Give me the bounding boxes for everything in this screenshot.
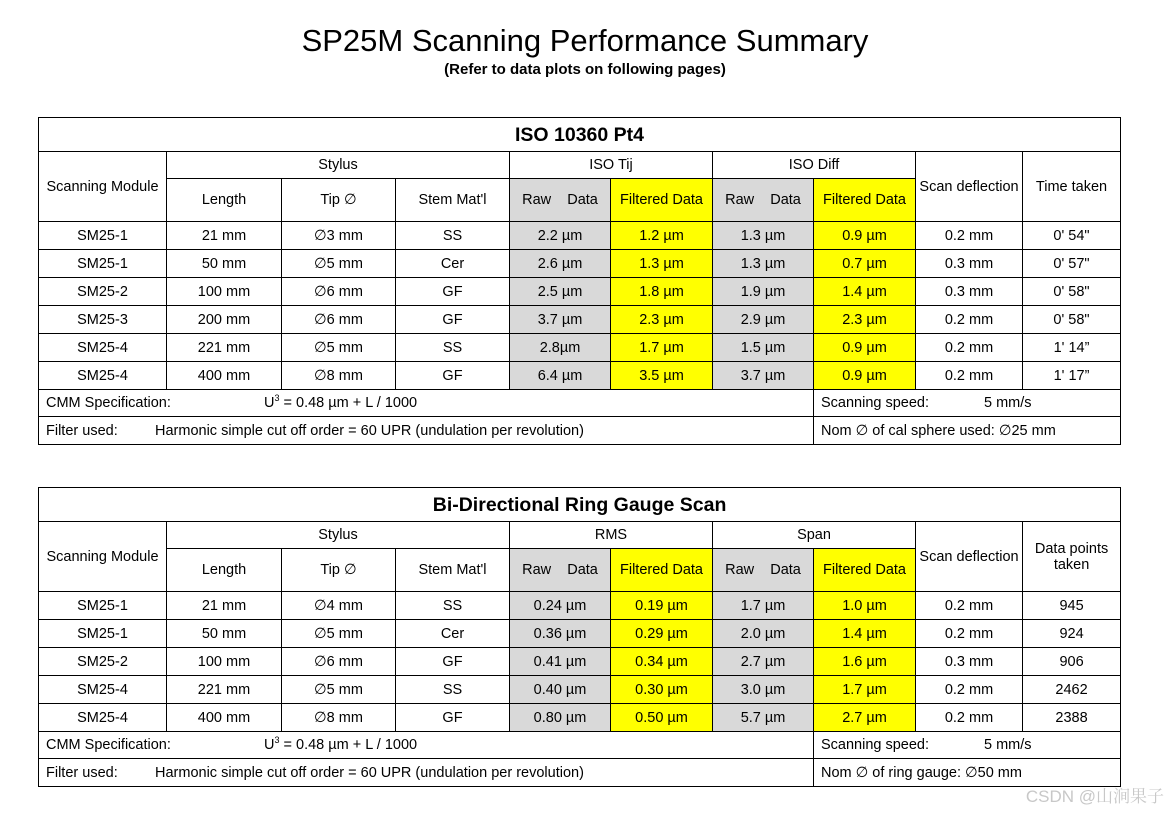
cell-length: 21 mm <box>167 222 282 250</box>
nominal-sphere-cell: Nom ∅ of cal sphere used: ∅25 mm <box>814 417 1121 445</box>
filter-value: Harmonic simple cut off order = 60 UPR (undulation per revolution) <box>155 764 584 781</box>
scanning-speed-label: Scanning speed: <box>821 395 930 411</box>
table-row <box>39 704 1121 732</box>
cell-filtered-1: 0.29 µm <box>611 620 713 648</box>
table-title: ISO 10360 Pt4 <box>39 118 1121 152</box>
filter-cell <box>39 417 814 445</box>
cell-scan-deflection: 0.3 mm <box>916 648 1023 676</box>
cmm-formula: = 0.48 µm + L / 1000 <box>279 737 418 753</box>
cell-filtered-1: 1.7 µm <box>611 334 713 362</box>
header-rms: RMS <box>510 522 713 549</box>
scanning-speed-cell <box>814 732 1121 759</box>
cell-length: 221 mm <box>167 676 282 704</box>
cell-tip: ∅4 mm <box>282 592 396 620</box>
cell-tip: ∅8 mm <box>282 362 396 390</box>
header-stem-material: Stem Mat'l <box>396 179 510 222</box>
cell-scan-deflection: 0.2 mm <box>916 362 1023 390</box>
cell-tip: ∅5 mm <box>282 334 396 362</box>
cell-filtered-1: 2.3 µm <box>611 306 713 334</box>
cmm-u: U <box>264 737 275 753</box>
ring-gauge-table <box>38 487 1121 787</box>
cell-last: 924 <box>1023 620 1121 648</box>
cell-filtered-2: 1.6 µm <box>814 648 916 676</box>
cmm-spec-label: CMM Specification: <box>46 395 171 411</box>
cell-tip: ∅8 mm <box>282 704 396 732</box>
cell-length: 50 mm <box>167 620 282 648</box>
cell-filtered-2: 1.7 µm <box>814 676 916 704</box>
cell-stem: GF <box>396 648 510 676</box>
filter-value: Harmonic simple cut off order = 60 UPR (undulation per revolution) <box>155 422 584 439</box>
cell-filtered-1: 0.50 µm <box>611 704 713 732</box>
cell-raw-2: 5.7 µm <box>713 704 814 732</box>
header-scan-deflection: Scan deflection <box>916 152 1023 222</box>
cell-last: 2462 <box>1023 676 1121 704</box>
cell-raw-2: 1.7 µm <box>713 592 814 620</box>
scanning-speed-label: Scanning speed: <box>821 737 930 753</box>
table-row <box>39 620 1121 648</box>
cell-filtered-1: 1.2 µm <box>611 222 713 250</box>
cell-module: SM25-3 <box>39 306 167 334</box>
cell-scan-deflection: 0.2 mm <box>916 306 1023 334</box>
cell-stem: Cer <box>396 620 510 648</box>
cell-raw-1: 0.80 µm <box>510 704 611 732</box>
cell-raw-1: 0.41 µm <box>510 648 611 676</box>
cell-filtered-2: 2.7 µm <box>814 704 916 732</box>
header-length: Length <box>167 549 282 592</box>
page-subtitle: (Refer to data plots on following pages) <box>444 61 726 78</box>
cell-module: SM25-4 <box>39 334 167 362</box>
cell-filtered-2: 0.9 µm <box>814 362 916 390</box>
cell-module: SM25-1 <box>39 592 167 620</box>
cell-length: 50 mm <box>167 250 282 278</box>
cell-scan-deflection: 0.2 mm <box>916 620 1023 648</box>
cell-stem: Cer <box>396 250 510 278</box>
header-stylus: Stylus <box>167 522 510 549</box>
cmm-spec-cell <box>39 390 814 417</box>
header-filtered-data: Filtered Data <box>611 179 713 222</box>
header-filtered-data: Filtered Data <box>611 549 713 592</box>
cell-length: 21 mm <box>167 592 282 620</box>
cell-last: 945 <box>1023 592 1121 620</box>
cmm-spec-value <box>264 737 417 753</box>
cmm-spec-value <box>264 395 417 411</box>
cell-last: 1' 17” <box>1023 362 1121 390</box>
cell-stem: GF <box>396 278 510 306</box>
cell-stem: SS <box>396 334 510 362</box>
cell-filtered-2: 1.0 µm <box>814 592 916 620</box>
cell-module: SM25-1 <box>39 250 167 278</box>
cell-raw-1: 3.7 µm <box>510 306 611 334</box>
header-scanning-module: Scanning Module <box>39 152 167 222</box>
cell-filtered-2: 0.9 µm <box>814 222 916 250</box>
nominal-ring-cell: Nom ∅ of ring gauge: ∅50 mm <box>814 759 1121 787</box>
cell-filtered-2: 1.4 µm <box>814 278 916 306</box>
iso-10360-table <box>38 117 1121 445</box>
watermark: CSDN @山涧果子 <box>1025 787 1164 806</box>
header-raw-data: Raw Data <box>713 179 814 222</box>
cell-stem: GF <box>396 704 510 732</box>
cell-last: 0' 58" <box>1023 278 1121 306</box>
cell-last: 2388 <box>1023 704 1121 732</box>
cell-length: 221 mm <box>167 334 282 362</box>
header-filtered-data: Filtered Data <box>814 179 916 222</box>
cell-length: 100 mm <box>167 648 282 676</box>
cell-raw-1: 0.40 µm <box>510 676 611 704</box>
cell-scan-deflection: 0.3 mm <box>916 250 1023 278</box>
cell-raw-2: 2.7 µm <box>713 648 814 676</box>
header-tip: Tip ∅ <box>282 179 396 222</box>
header-filtered-data: Filtered Data <box>814 549 916 592</box>
table-body <box>39 222 1121 390</box>
cell-raw-2: 1.9 µm <box>713 278 814 306</box>
cell-filtered-1: 0.30 µm <box>611 676 713 704</box>
table-row <box>39 362 1121 390</box>
table-row <box>39 676 1121 704</box>
cell-filtered-1: 0.19 µm <box>611 592 713 620</box>
cmm-sup: 3 <box>274 393 280 404</box>
cell-tip: ∅5 mm <box>282 250 396 278</box>
header-stylus: Stylus <box>167 152 510 179</box>
table-row <box>39 306 1121 334</box>
cell-filtered-2: 2.3 µm <box>814 306 916 334</box>
cell-tip: ∅6 mm <box>282 648 396 676</box>
cell-last: 1' 14” <box>1023 334 1121 362</box>
cell-module: SM25-4 <box>39 362 167 390</box>
header-span: Span <box>713 522 916 549</box>
filter-label: Filter used: <box>46 764 118 781</box>
cell-raw-1: 2.2 µm <box>510 222 611 250</box>
scanning-speed-cell <box>814 390 1121 417</box>
cell-raw-1: 2.5 µm <box>510 278 611 306</box>
cmm-spec-cell <box>39 732 814 759</box>
cell-scan-deflection: 0.2 mm <box>916 334 1023 362</box>
cell-last: 906 <box>1023 648 1121 676</box>
cell-last: 0' 57" <box>1023 250 1121 278</box>
cell-tip: ∅6 mm <box>282 306 396 334</box>
cell-raw-2: 1.5 µm <box>713 334 814 362</box>
cell-module: SM25-2 <box>39 278 167 306</box>
cell-scan-deflection: 0.2 mm <box>916 222 1023 250</box>
cell-raw-2: 1.3 µm <box>713 250 814 278</box>
cell-filtered-1: 0.34 µm <box>611 648 713 676</box>
header-raw-data: Raw Data <box>713 549 814 592</box>
cell-filtered-1: 1.8 µm <box>611 278 713 306</box>
filter-cell <box>39 759 814 787</box>
table-body <box>39 592 1121 732</box>
cell-raw-1: 2.6 µm <box>510 250 611 278</box>
cell-raw-2: 1.3 µm <box>713 222 814 250</box>
cell-module: SM25-4 <box>39 676 167 704</box>
filter-label: Filter used: <box>46 422 118 439</box>
header-iso-tij: ISO Tij <box>510 152 713 179</box>
cell-length: 100 mm <box>167 278 282 306</box>
cell-length: 400 mm <box>167 362 282 390</box>
cell-tip: ∅3 mm <box>282 222 396 250</box>
cell-filtered-2: 1.4 µm <box>814 620 916 648</box>
cell-raw-1: 2.8µm <box>510 334 611 362</box>
cell-scan-deflection: 0.2 mm <box>916 592 1023 620</box>
table-row <box>39 592 1121 620</box>
cell-tip: ∅6 mm <box>282 278 396 306</box>
cell-filtered-1: 3.5 µm <box>611 362 713 390</box>
table-title: Bi-Directional Ring Gauge Scan <box>39 488 1121 522</box>
header-raw-data: Raw Data <box>510 179 611 222</box>
header-scan-deflection: Scan deflection <box>916 522 1023 592</box>
scanning-speed-value: 5 mm/s <box>984 737 1032 753</box>
cell-stem: GF <box>396 306 510 334</box>
table-row <box>39 334 1121 362</box>
header-iso-diff: ISO Diff <box>713 152 916 179</box>
header-raw-data: Raw Data <box>510 549 611 592</box>
header-tip: Tip ∅ <box>282 549 396 592</box>
cell-filtered-2: 0.7 µm <box>814 250 916 278</box>
cell-stem: GF <box>396 362 510 390</box>
cell-filtered-1: 1.3 µm <box>611 250 713 278</box>
cell-module: SM25-4 <box>39 704 167 732</box>
cell-raw-1: 6.4 µm <box>510 362 611 390</box>
cell-module: SM25-1 <box>39 620 167 648</box>
cell-module: SM25-1 <box>39 222 167 250</box>
cell-raw-2: 2.9 µm <box>713 306 814 334</box>
cell-raw-1: 0.36 µm <box>510 620 611 648</box>
cell-scan-deflection: 0.3 mm <box>916 278 1023 306</box>
cell-module: SM25-2 <box>39 648 167 676</box>
cell-last: 0' 58" <box>1023 306 1121 334</box>
cell-last: 0' 54" <box>1023 222 1121 250</box>
cell-stem: SS <box>396 592 510 620</box>
cell-scan-deflection: 0.2 mm <box>916 704 1023 732</box>
cell-tip: ∅5 mm <box>282 620 396 648</box>
cell-stem: SS <box>396 222 510 250</box>
page-title: SP25M Scanning Performance Summary <box>301 23 869 58</box>
header-data-points: Data points taken <box>1023 522 1121 592</box>
scanning-speed-value: 5 mm/s <box>984 395 1032 411</box>
cmm-u: U <box>264 395 275 411</box>
table-row <box>39 278 1121 306</box>
cell-filtered-2: 0.9 µm <box>814 334 916 362</box>
cell-scan-deflection: 0.2 mm <box>916 676 1023 704</box>
header-length: Length <box>167 179 282 222</box>
cell-stem: SS <box>396 676 510 704</box>
cell-raw-2: 3.7 µm <box>713 362 814 390</box>
header-stem-material: Stem Mat'l <box>396 549 510 592</box>
cmm-formula: = 0.48 µm + L / 1000 <box>279 395 418 411</box>
cell-tip: ∅5 mm <box>282 676 396 704</box>
table-row <box>39 222 1121 250</box>
cmm-sup: 3 <box>274 735 280 746</box>
cell-raw-2: 3.0 µm <box>713 676 814 704</box>
cell-raw-1: 0.24 µm <box>510 592 611 620</box>
header-scanning-module: Scanning Module <box>39 522 167 592</box>
table-row <box>39 648 1121 676</box>
cell-length: 200 mm <box>167 306 282 334</box>
cell-length: 400 mm <box>167 704 282 732</box>
cmm-spec-label: CMM Specification: <box>46 737 171 753</box>
cell-raw-2: 2.0 µm <box>713 620 814 648</box>
table-row <box>39 250 1121 278</box>
header-time-taken: Time taken <box>1023 152 1121 222</box>
